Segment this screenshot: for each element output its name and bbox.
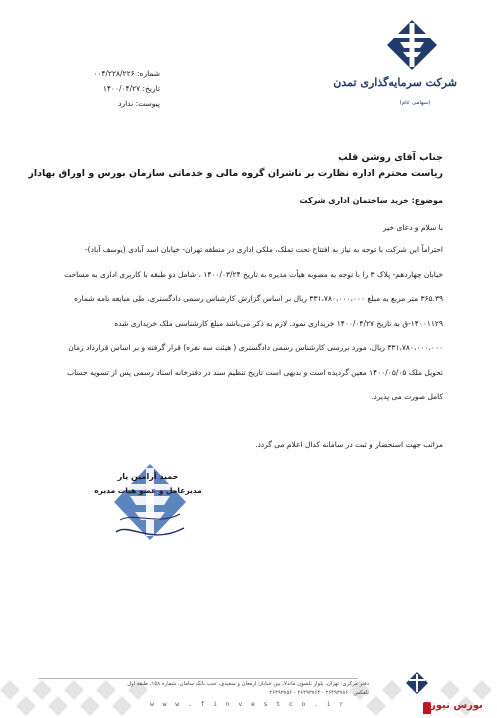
letter-meta — [40, 66, 160, 111]
salutation: جناب آقای روشن قلب — [338, 152, 443, 163]
office-address: دفتر مرکزی: تهران، بلوار نلسون ماندلا، بین خیابان ارمغان و سعیدی، جنب بانک سامان، شماره ۱۵۸، طبقه اول — [127, 681, 369, 687]
footer-address — [49, 680, 369, 698]
body-line: ۱۴۰۰۱۱۲۹-ق به تاریخ ۱۴۰۰/۰۴/۲۷ خریداری نمود. لازم به ذکر می‌باشد مبلغ کارشناسی ملک خریداری شده — [114, 318, 443, 328]
company-logo — [333, 10, 459, 120]
greeting: با سلام و دعای خیر — [383, 223, 443, 232]
letter-body — [51, 238, 443, 410]
body-line: تحویل ملک ۱۴۰۰/۰۵/۰۵ معین گردیده است و بدیهی است تاریخ تنظیم سند در دفترخانه اسناد رسمی پس از تسویه حساب — [67, 367, 443, 377]
footer-divider — [38, 678, 358, 679]
closing-line: مراتب جهت استحضار و ثبت در سامانه کدال اعلام می گردد. — [255, 440, 443, 449]
company-logo-icon — [387, 20, 437, 70]
subject-value: خرید ساختمان اداری شرکت — [299, 196, 409, 205]
company-website: w w w . f i n v e s t c o . i r — [150, 700, 346, 708]
letter-attachment — [40, 96, 160, 111]
date-value: ۱۴۰۰/۰۴/۲۷ — [102, 84, 141, 93]
attachment-value: ندارد — [118, 99, 134, 108]
signature-block — [92, 462, 212, 552]
watermark-brand: بورس نیوز — [430, 700, 483, 711]
number-value: ۰۰۴/۲۲۸/۲۲۶ — [93, 69, 135, 78]
attachment-label: پیوست: — [135, 99, 160, 108]
body-line: ۳۶۵.۳۹ متر مربع به مبلغ ۳۳۱،۷۸۰،۰۰۰،۰۰۰ ریال بر اساس گزارش کارشناس رسمی دادگستری، طی مبایعه نامه شماره — [74, 294, 443, 303]
body-line: احتراماً این شرکت با توجه به نیاز به افتتاح تحت تملک، ملکی اداری در منطقه تهران- خیابان اسد آبادی (یوسف آباد)- — [84, 245, 443, 254]
letter-number — [40, 66, 160, 81]
company-type: (سهامی عام) — [399, 100, 431, 106]
subject-line — [300, 196, 444, 205]
letter-date — [40, 81, 160, 96]
addressee: ریاست محترم اداره نظارت بر ناشران گروه مالی و خدماتی سازمان بورس و اوراق بهادار — [28, 168, 443, 179]
body-line: خیابان چهاردهم- پلاک ۳ را با توجه به مصوبه هیأت مدیره به تاریخ ۱۴۰۰/۰۳/۲۴ ، شامل دو طبقه با کاربری اداری به مساحت — [64, 269, 443, 279]
signatory-name: حمید آرامین یار — [117, 472, 179, 481]
date-label: تاریخ: — [142, 84, 160, 93]
number-label: شماره: — [137, 69, 160, 78]
office-phones: تلفکس : ۲۶۴۹۳۷۸۶ - ۲۶۴۹۳۷۶۴ - ۲۶۴۹۳۷۵۶ — [269, 690, 369, 696]
body-line: ۳۳۱،۷۸۰،۰۰۰،۰۰۰ ریال، مورد بررسی کارشناس رسمی دادگستری ( هیئت سه نفره) قرار گرفته و بر اساس قرارداد زمان — [68, 343, 443, 352]
body-line: کامل صورت می پذیرد. — [371, 392, 443, 401]
footer-logo-icon — [406, 672, 428, 694]
subject-label: موضوع: — [411, 196, 443, 205]
signatory-title: مدیرعامل و عضو هیات مدیره — [94, 486, 202, 495]
company-name: شرکت سرمایه‌گذاری تمدن — [333, 76, 457, 89]
